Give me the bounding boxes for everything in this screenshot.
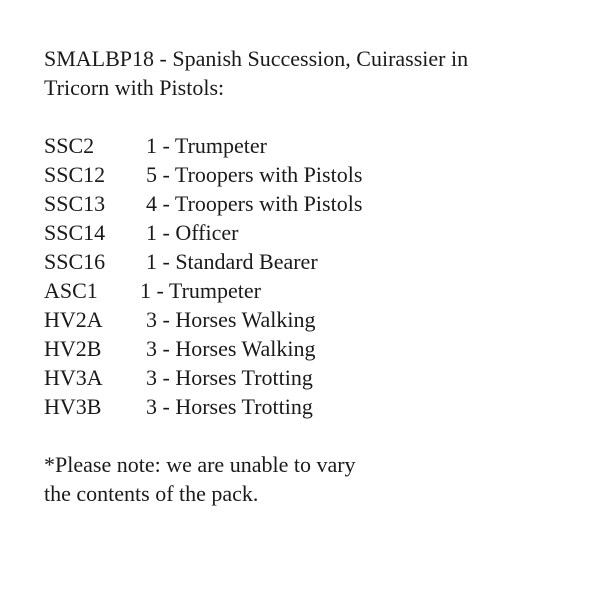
item-description: 1 - Officer (146, 220, 239, 245)
pack-title (44, 44, 584, 102)
item-description: 3 - Horses Trotting (146, 365, 313, 390)
note-line-2: the contents of the pack. (44, 481, 259, 506)
item-code: HV2A (44, 307, 103, 332)
item-code: SSC16 (44, 249, 106, 274)
item-code: SSC14 (44, 220, 106, 245)
contents-list (44, 131, 584, 421)
list-item (44, 392, 584, 421)
list-item (44, 305, 584, 334)
list-item (44, 334, 584, 363)
pack-title-line-2: Tricorn with Pistols: (44, 75, 225, 100)
item-description: 3 - Horses Trotting (146, 394, 313, 419)
item-code: SSC13 (44, 191, 106, 216)
pack-contents-document (44, 44, 584, 508)
list-item (44, 247, 584, 276)
list-item (44, 131, 584, 160)
item-code: HV3A (44, 365, 103, 390)
item-description: 1 - Standard Bearer (146, 249, 318, 274)
pack-title-line-1: SMALBP18 - Spanish Succession, Cuirassier in (44, 46, 469, 71)
item-description: 4 - Troopers with Pistols (146, 191, 363, 216)
item-description: 3 - Horses Walking (146, 336, 316, 361)
list-item (44, 189, 584, 218)
item-description: 1 - Trumpeter (140, 278, 261, 303)
item-description: 3 - Horses Walking (146, 307, 316, 332)
item-description: 1 - Trumpeter (146, 133, 267, 158)
list-item (44, 276, 584, 305)
item-description: 5 - Troopers with Pistols (146, 162, 363, 187)
item-code: HV3B (44, 394, 102, 419)
list-item (44, 218, 584, 247)
note-line-1: *Please note: we are unable to vary (44, 452, 356, 477)
pack-note (44, 450, 584, 508)
item-code: SSC2 (44, 133, 95, 158)
list-item (44, 363, 584, 392)
list-item (44, 160, 584, 189)
item-code: ASC1 (44, 278, 98, 303)
item-code: HV2B (44, 336, 102, 361)
item-code: SSC12 (44, 162, 106, 187)
